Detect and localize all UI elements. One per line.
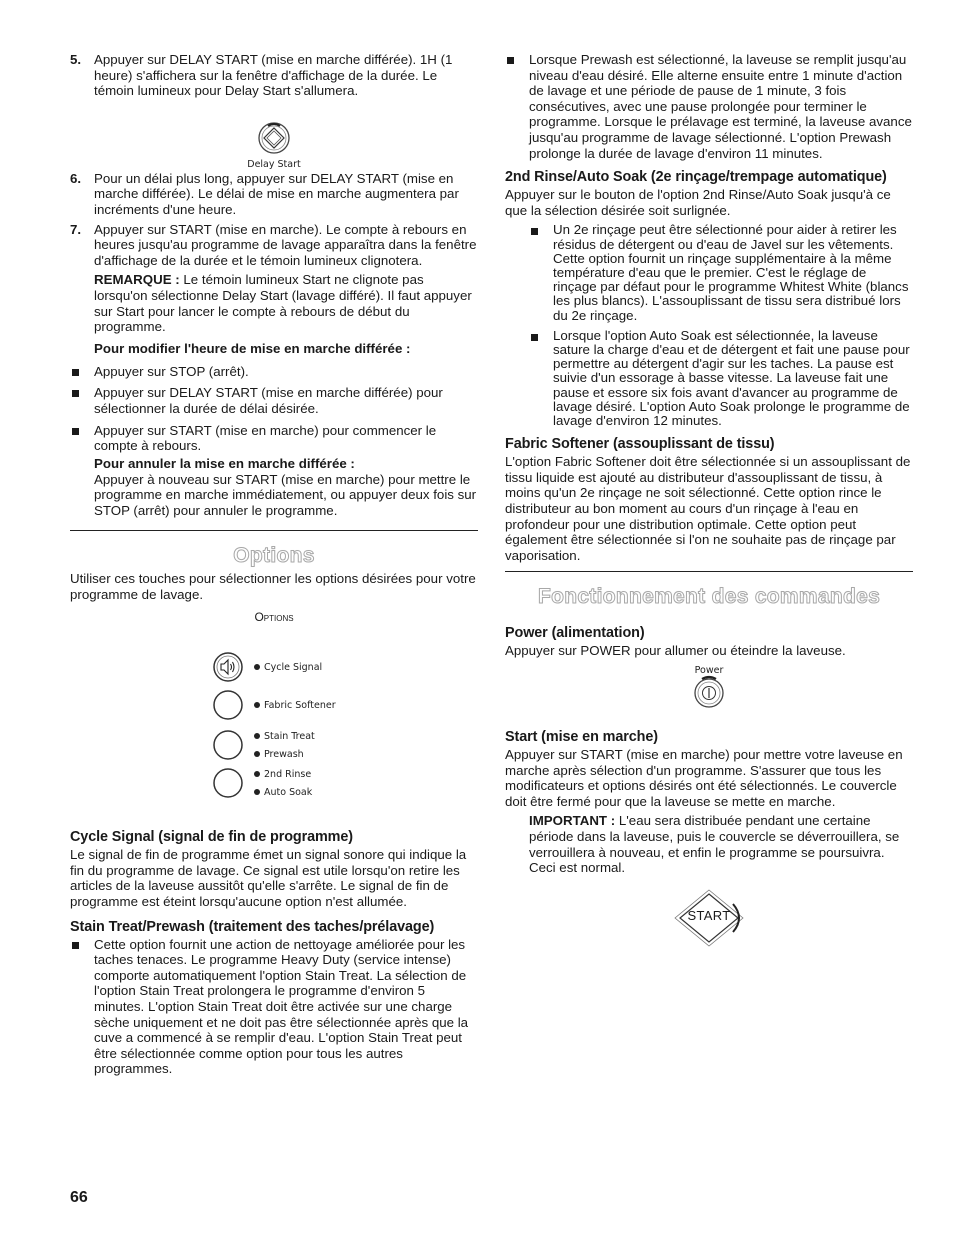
step-text: Appuyer sur START (mise en marche). Le compte à rebours en heures jusqu'au programme de lavage apparaîtra dans la fenêtre d'affichage de la durée et le témoin lumineux clignotera. — [94, 221, 477, 268]
delay-start-button-figure — [70, 121, 478, 170]
right-column — [505, 52, 913, 948]
fabric-softener-text: L'option Fabric Softener doit être sélectionnée si un assouplissant de tissu liquide est ajouté au distributeur d'assouplissant de tissu, à moins qu'un 2e rinçage ne soit sélectionné. Cette option rince le distributeur au bon moment au cours d'un rinçage à l'eau en profondeur pour une distribution optimale. Cette option peut également être sélectionnée si l'on ne souhaite pas de rinçage par vaporisation. — [505, 454, 911, 563]
option-label — [254, 783, 312, 801]
indicator-light — [254, 751, 260, 757]
fabric-softener-button-icon — [212, 689, 246, 721]
delay-start-icon — [254, 121, 294, 155]
remark-label: REMARQUE : — [94, 272, 180, 288]
cycle-signal-option — [212, 651, 322, 683]
list-item — [505, 52, 913, 161]
indicator-light — [254, 789, 260, 795]
power-icon — [691, 675, 727, 709]
list-item-text: Cette option fournit une action de nettoyage améliorée pour les taches tenaces. Le programme Heavy Duty (service intense) comporte automatiquement l'option Stain Treat. La sélection de l'option Stain Treat prolongera le programme d'environ 5 minutes. L'option Stain Treat doit être activée sur une charge sèche uniquement et ne doit pas être sélectionnée après que la cuve a commencé à se remplir d'eau. L'option Stain Treat peut être sélectionnée comme option pour tous les autres programmes. — [94, 936, 469, 1077]
controls-section-title: Fonctionnement des commandes — [537, 585, 881, 609]
step-number: 6. — [70, 170, 82, 186]
left-column — [70, 52, 478, 1083]
list-item — [505, 223, 913, 322]
power-label: Power — [694, 664, 724, 676]
options-caption: Options — [254, 609, 294, 624]
list-item-text: Appuyer sur STOP (arrêt). — [94, 363, 249, 379]
page-number: 66 — [70, 1189, 88, 1206]
stain-treat-heading: Stain Treat/Prewash (traitement des taches/prélavage) — [70, 918, 435, 935]
second-rinse-button-icon — [212, 767, 246, 799]
auto-soak-label: Auto Soak — [264, 787, 313, 799]
indicator-light — [254, 733, 260, 739]
step-text: Pour un délai plus long, appuyer sur DELAY START (mise en marche différée). Le délai de mise en marche augmentera par incréments d'une heure. — [94, 170, 459, 217]
stain-treat-prewash-option — [212, 727, 315, 763]
start-button-label: START — [687, 907, 731, 923]
indicator-light — [254, 702, 260, 708]
step-text: Appuyer sur DELAY START (mise en marche différée). 1H (1 heure) s'affichera sur la fenêtre d'affichage de la durée. Le témoin lumineux pour Delay Start s'allumera. — [94, 52, 453, 99]
list-item-text: Appuyer sur DELAY START (mise en marche différée) pour sélectionner la durée de délai désirée. — [94, 385, 443, 416]
indicator-light — [254, 664, 260, 670]
option-label — [254, 658, 322, 676]
step-number: 5. — [70, 52, 82, 67]
start-text: Appuyer sur START (mise en marche) pour mettre votre laveuse en marche après sélection d'un programme. S'assurer que tous les modificateurs et options désirés ont été sélectionnés. Le couvercle doit être fermé pour que la laveuse se mette en marche. — [505, 746, 903, 809]
second-rinse-label: 2nd Rinse — [264, 769, 312, 781]
option-label — [254, 765, 312, 783]
option-label — [254, 727, 315, 745]
step-7 — [70, 222, 478, 269]
fabric-softener-option — [212, 689, 336, 721]
indicator-light — [254, 771, 260, 777]
option-labels — [254, 727, 315, 763]
options-intro: Utiliser ces touches pour sélectionner les options désirées pour votre programme de lavage. — [70, 571, 476, 603]
list-item-text: Lorsque Prewash est sélectionné, la laveuse se remplit jusqu'au niveau d'eau désiré. Elle alterne ensuite entre 1 minute d'action de lavage et une période de pause de 1 minute, 3 fois consécutives, avec une pause prolongée pour terminer le programme. Lorsque le prélavage est terminé, la laveuse avance jusqu'au programme de lavage sélectionné. L'option Prewash prolonge la durée de lavage d'environ 11 minutes. — [529, 52, 912, 161]
cycle-signal-button-icon — [212, 651, 246, 683]
fabric-softener-heading: Fabric Softener (assouplissant de tissu) — [505, 436, 775, 453]
options-panel-figure — [70, 651, 478, 821]
important-text: L'eau sera distribuée pendant une certaine période dans la laveuse, puis le couvercle se déverrouillera, se verrouillera à nouveau, et enfin le programme se poursuivra. Ceci est normal. — [529, 813, 900, 876]
list-item — [70, 385, 478, 416]
cycle-signal-heading: Cycle Signal (signal de fin de programme) — [70, 829, 353, 846]
second-rinse-intro: Appuyer sur le bouton de l'option 2nd Rinse/Auto Soak jusqu'à ce que la sélection désirée soit surlignée. — [505, 187, 891, 218]
list-item — [505, 329, 913, 428]
power-button-figure — [505, 663, 913, 721]
option-labels — [254, 765, 312, 801]
options-section-title: Options — [233, 544, 315, 568]
list-item — [70, 937, 478, 1077]
list-item — [70, 364, 478, 380]
stain-treat-button-icon — [212, 729, 246, 761]
cycle-signal-text: Le signal de fin de programme émet un signal sonore qui indique la fin du programme de lavage. Ce signal est utile lorsqu'on retire les articles de la laveuse aussitôt qu'elle s'arrête. Le signal de fin de programme est éteint lorsqu'aucune option n'est allumée. — [70, 847, 467, 910]
list-item-text: Un 2e rinçage peut être sélectionné pour aider à retirer les résidus de détergent ou d'eau de Javel sur les vêtements. Cette option fournit un rinçage supplémentaire à la même température d'eau que le premier. C'est le réglage de rinçage par défaut pour le programme Whitest White (blancs les plus blancs). L'assouplissant de tissu sera distribué lors du 2e rinçage. — [553, 222, 909, 323]
prewash-label: Prewash — [264, 749, 304, 761]
cycle-signal-label: Cycle Signal — [264, 662, 323, 674]
modify-delay-heading: Pour modifier l'heure de mise en marche différée : — [94, 340, 411, 356]
start-heading: Start (mise en marche) — [505, 728, 658, 745]
option-label — [254, 745, 315, 763]
list-item-text: Lorsque l'option Auto Soak est sélectionnée, la laveuse sature la charge d'eau et de détergent et fait une pause pour permettre au détergent d'agir sur les taches. La pause est suivie d'un essorage à basse vitesse. La laveuse fait une pause et essore six fois avant d'avancer au programme de lavage désiré. L'option Auto Soak prolonge le programme de lavage d'environ 12 minutes. — [553, 327, 910, 428]
list-item-text: Appuyer sur START (mise en marche) pour commencer le compte à rebours. — [94, 422, 437, 454]
step-number: 7. — [70, 221, 82, 237]
step-6 — [70, 171, 478, 218]
delay-start-label: Delay Start — [247, 158, 301, 170]
important-note — [505, 813, 913, 875]
step-5 — [70, 52, 478, 99]
list-item — [70, 423, 478, 454]
option-label — [254, 696, 336, 714]
stain-treat-label: Stain Treat — [264, 731, 315, 743]
power-text: Appuyer sur POWER pour allumer ou éteindre la laveuse. — [505, 643, 846, 659]
important-label: IMPORTANT : — [529, 813, 616, 829]
cancel-delay-heading: Pour annuler la mise en marche différée : — [94, 455, 355, 471]
start-button-figure — [505, 888, 913, 948]
second-rinse-auto-soak-option — [212, 765, 312, 801]
remark-text: Le témoin lumineux Start ne clignote pas lorsqu'on sélectionne Delay Start (lavage différé). Il faut appuyer sur Start pour lancer le compte à rebours de début du programme. — [94, 272, 472, 335]
second-rinse-heading: 2nd Rinse/Auto Soak (2e rinçage/trempage automatique) — [505, 169, 887, 186]
power-heading: Power (alimentation) — [505, 625, 645, 642]
cancel-delay-text: Appuyer à nouveau sur START (mise en marche) pour mettre le programme en marche immédiatement, ou appuyer deux fois sur STOP (arrêt) pour annuler le programme. — [94, 471, 477, 518]
remark — [70, 272, 478, 334]
fabric-softener-label: Fabric Softener — [264, 700, 336, 712]
